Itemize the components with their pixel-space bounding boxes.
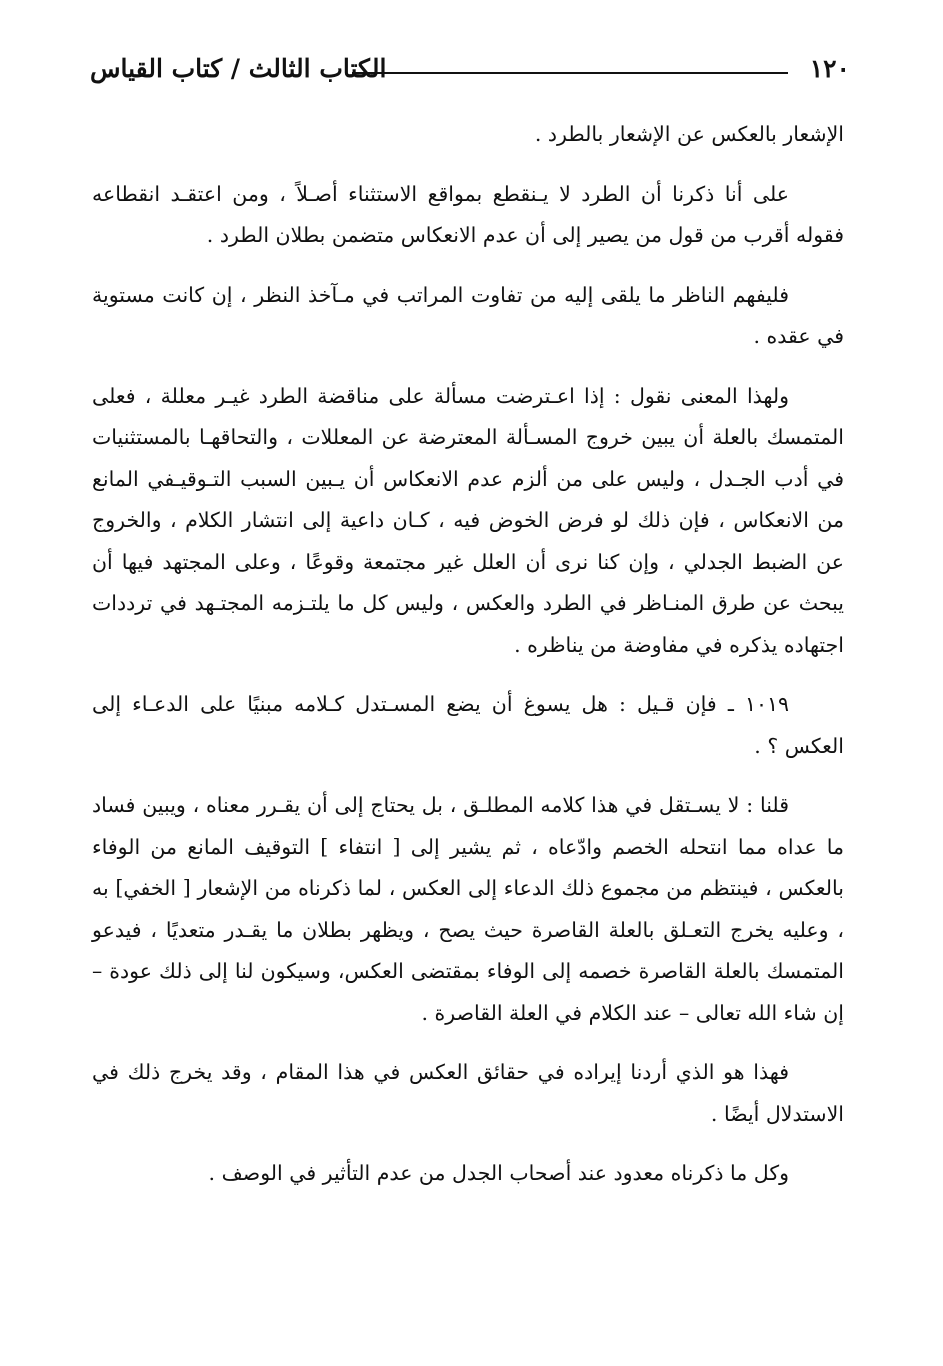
paragraph: فهذا هو الذي أردنا إيراده في حقائق العكس في هذا المقام ، وقد يخرج ذلك في الاستدلال أيضًا . — [92, 1060, 844, 1126]
header-rule — [352, 72, 788, 74]
running-title: الكتاب الثالث / كتاب القياس — [90, 54, 387, 83]
paragraph-continuation: الإشعار بالعكس عن الإشعار بالطرد . — [534, 122, 844, 146]
page-header — [90, 52, 850, 92]
paragraph: وكل ما ذكرناه معدود عند أصحاب الجدل من عدم التأثير في الوصف . — [208, 1161, 789, 1185]
paragraph: على أنا ذكرنا أن الطرد لا يـنقطع بمواقع الاستثناء أصـلاً ، ومن اعتقـد انقطاعه فقوله أقرب من قول من يصير إلى أن عدم الانعكاس متضمن بطلان الطرد . — [92, 181, 844, 247]
paragraph: فليفهم الناظر ما يلقى إليه من تفاوت المراتب في مـآخذ النظر ، إن كانت مستوية في عقده . — [92, 282, 844, 348]
body-text — [92, 114, 844, 1213]
page-number: ١٢٠ — [809, 54, 850, 83]
paragraph: قلنا : لا يسـتقل في هذا كلامه المطلـق ، بل يحتاج إلى أن يقـرر معناه ، ويبين فساد ما عداه مما انتحله الخصم وادّعاه ، ثم يشير إلى [ انتفاء ] التوقيف المانع من الوفاء بالعكس ، فينتظم من مجموع ذلك الدعاء إلى العكس ، لما ذكرناه من الإشعار [ الخفي] به ، وعليه يخرج التعـلق بالعلة القاصرة حيث يصح ، ويظهر بطلان ما يقـدر متعديًا ، فيدعو المتمسك بالعلة القاصرة خصمه إلى الوفاء بمقتضى العكس، وسيكون لنا إلى ذلك عودة – إن شاء الله تعالى – عند الكلام في العلة القاصرة . — [92, 793, 844, 1025]
numbered-paragraph-1019: ١٠١٩ ـ فإن قـيل : هل يسوغ أن يضع المسـتدل كـلامه مبنيًا على الدعـاء إلى العكس ؟ . — [92, 692, 844, 758]
paragraph: ولهذا المعنى نقول : إذا اعـترضت مسألة على مناقضة الطرد غيـر معللة ، فعلى المتمسك بالعلة أن يبين خروج المسـألة المعترضة عن المعللات ، والتحاقهـا بالمستثنيات في أدب الجـدل ، وليس على من ألزم عدم الانعكاس أن يـبين السبب التـوقيـفي المانع من الانعكاس ، فإن ذلك لو فرض الخوض فيه ، كـان داعية إلى انتشار الكلام ، والخروج عن الضبط الجدلي ، وإن كنا نرى أن العلل غير مجتمعة وقوعًا ، وعلى المجتهد فيها أن يبحث عن طرق المنـاظر في الطرد والعكس ، وليس كل ما يلتـزمه المجتـهد في ترددات اجتهاده يذكره في مفاوضة من يناظره . — [92, 383, 844, 657]
